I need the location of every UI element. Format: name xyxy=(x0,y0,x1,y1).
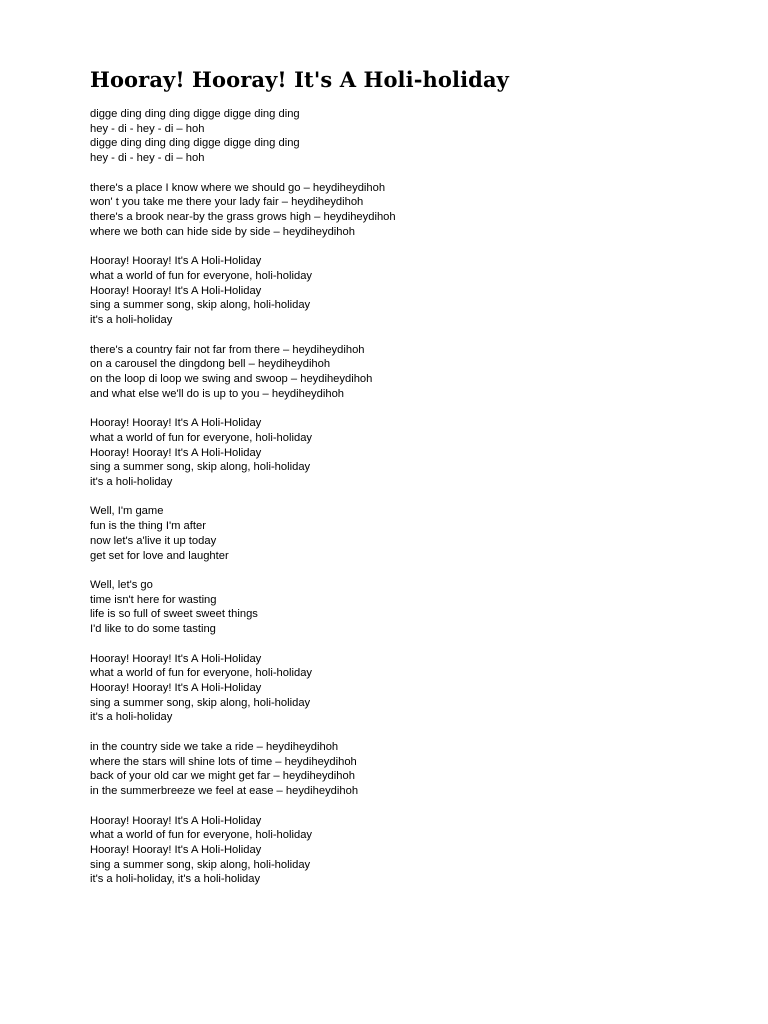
lyric-line: and what else we'll do is up to you – heydiheydihoh xyxy=(90,387,345,400)
lyric-stanza xyxy=(90,254,730,328)
lyric-line: digge ding ding ding digge digge ding ding xyxy=(90,108,300,120)
lyric-line: Well, I'm game xyxy=(90,505,164,518)
lyric-line: Hooray! Hooray! It's A Holi-Holiday xyxy=(90,652,262,665)
lyric-line: sing a summer song, skip along, holi-holiday xyxy=(90,858,311,871)
lyric-line: Hooray! Hooray! It's A Holi-Holiday xyxy=(90,255,262,268)
lyric-line: fun is the thing I'm after xyxy=(90,520,206,533)
lyric-line: in the summerbreeze we feel at ease – heydiheydihoh xyxy=(90,785,359,798)
lyric-line: it's a holi-holiday xyxy=(90,711,173,724)
lyrics xyxy=(90,107,730,887)
lyric-stanza xyxy=(90,416,730,490)
lyric-line: what a world of fun for everyone, holi-holiday xyxy=(90,431,313,444)
lyric-stanza xyxy=(90,343,730,402)
lyric-line: hey - di - hey - di – hoh xyxy=(90,152,205,165)
lyric-line: it's a holi-holiday, it's a holi-holiday xyxy=(90,873,261,886)
lyric-stanza xyxy=(90,652,730,726)
lyric-line: sing a summer song, skip along, holi-holiday xyxy=(90,299,311,312)
lyric-line: I'd like to do some tasting xyxy=(90,623,216,636)
lyric-line: it's a holi-holiday xyxy=(90,314,173,327)
lyric-line: hey - di - hey - di – hoh xyxy=(90,122,205,135)
document-body xyxy=(90,66,730,902)
lyric-line: Well, let's go xyxy=(90,579,153,592)
lyric-line: on the loop di loop we swing and swoop – heydiheydihoh xyxy=(90,372,373,385)
lyric-line: Hooray! Hooray! It's A Holi-Holiday xyxy=(90,814,262,827)
lyric-line: sing a summer song, skip along, holi-holiday xyxy=(90,696,311,709)
lyric-line: won' t you take me there your lady fair – heydiheydihoh xyxy=(90,196,364,209)
lyric-line: there's a place I know where we should go – heydiheydihoh xyxy=(90,181,386,194)
lyric-stanza xyxy=(90,504,730,563)
lyric-line: time isn't here for wasting xyxy=(90,593,217,606)
lyric-stanza xyxy=(90,181,730,240)
lyric-line: what a world of fun for everyone, holi-holiday xyxy=(90,269,313,282)
lyric-line: in the country side we take a ride – heydiheydihoh xyxy=(90,740,339,753)
lyric-stanza xyxy=(90,107,730,166)
lyric-line: Hooray! Hooray! It's A Holi-Holiday xyxy=(90,682,262,695)
lyric-line: back of your old car we might get far – heydiheydihoh xyxy=(90,770,355,783)
lyric-line: get set for love and laughter xyxy=(90,549,229,562)
lyric-line: where the stars will shine lots of time – heydiheydihoh xyxy=(90,755,357,768)
lyric-line: what a world of fun for everyone, holi-holiday xyxy=(90,829,313,842)
lyric-stanza xyxy=(90,740,730,799)
lyric-line: Hooray! Hooray! It's A Holi-Holiday xyxy=(90,284,262,297)
lyric-stanza xyxy=(90,814,730,888)
lyric-line: on a carousel the dingdong bell – heydiheydihoh xyxy=(90,358,331,371)
lyric-line: digge ding ding ding digge digge ding ding xyxy=(90,137,300,150)
lyric-stanza xyxy=(90,578,730,637)
lyric-line: sing a summer song, skip along, holi-holiday xyxy=(90,461,311,474)
lyric-line: there's a country fair not far from there – heydiheydihoh xyxy=(90,343,365,356)
lyric-line: Hooray! Hooray! It's A Holi-Holiday xyxy=(90,417,262,430)
lyric-line: it's a holi-holiday xyxy=(90,475,173,488)
lyric-line: now let's a'live it up today xyxy=(90,534,217,547)
lyric-line: Hooray! Hooray! It's A Holi-Holiday xyxy=(90,844,262,856)
lyric-line: what a world of fun for everyone, holi-holiday xyxy=(90,667,313,680)
lyric-line: Hooray! Hooray! It's A Holi-Holiday xyxy=(90,446,262,459)
page-title: Hooray! Hooray! It's A Holi-holiday xyxy=(90,67,509,92)
lyric-line: there's a brook near-by the grass grows high – heydiheydihoh xyxy=(90,211,396,224)
lyric-line: life is so full of sweet sweet things xyxy=(90,608,258,621)
lyric-line: where we both can hide side by side – heydiheydihoh xyxy=(90,225,355,238)
